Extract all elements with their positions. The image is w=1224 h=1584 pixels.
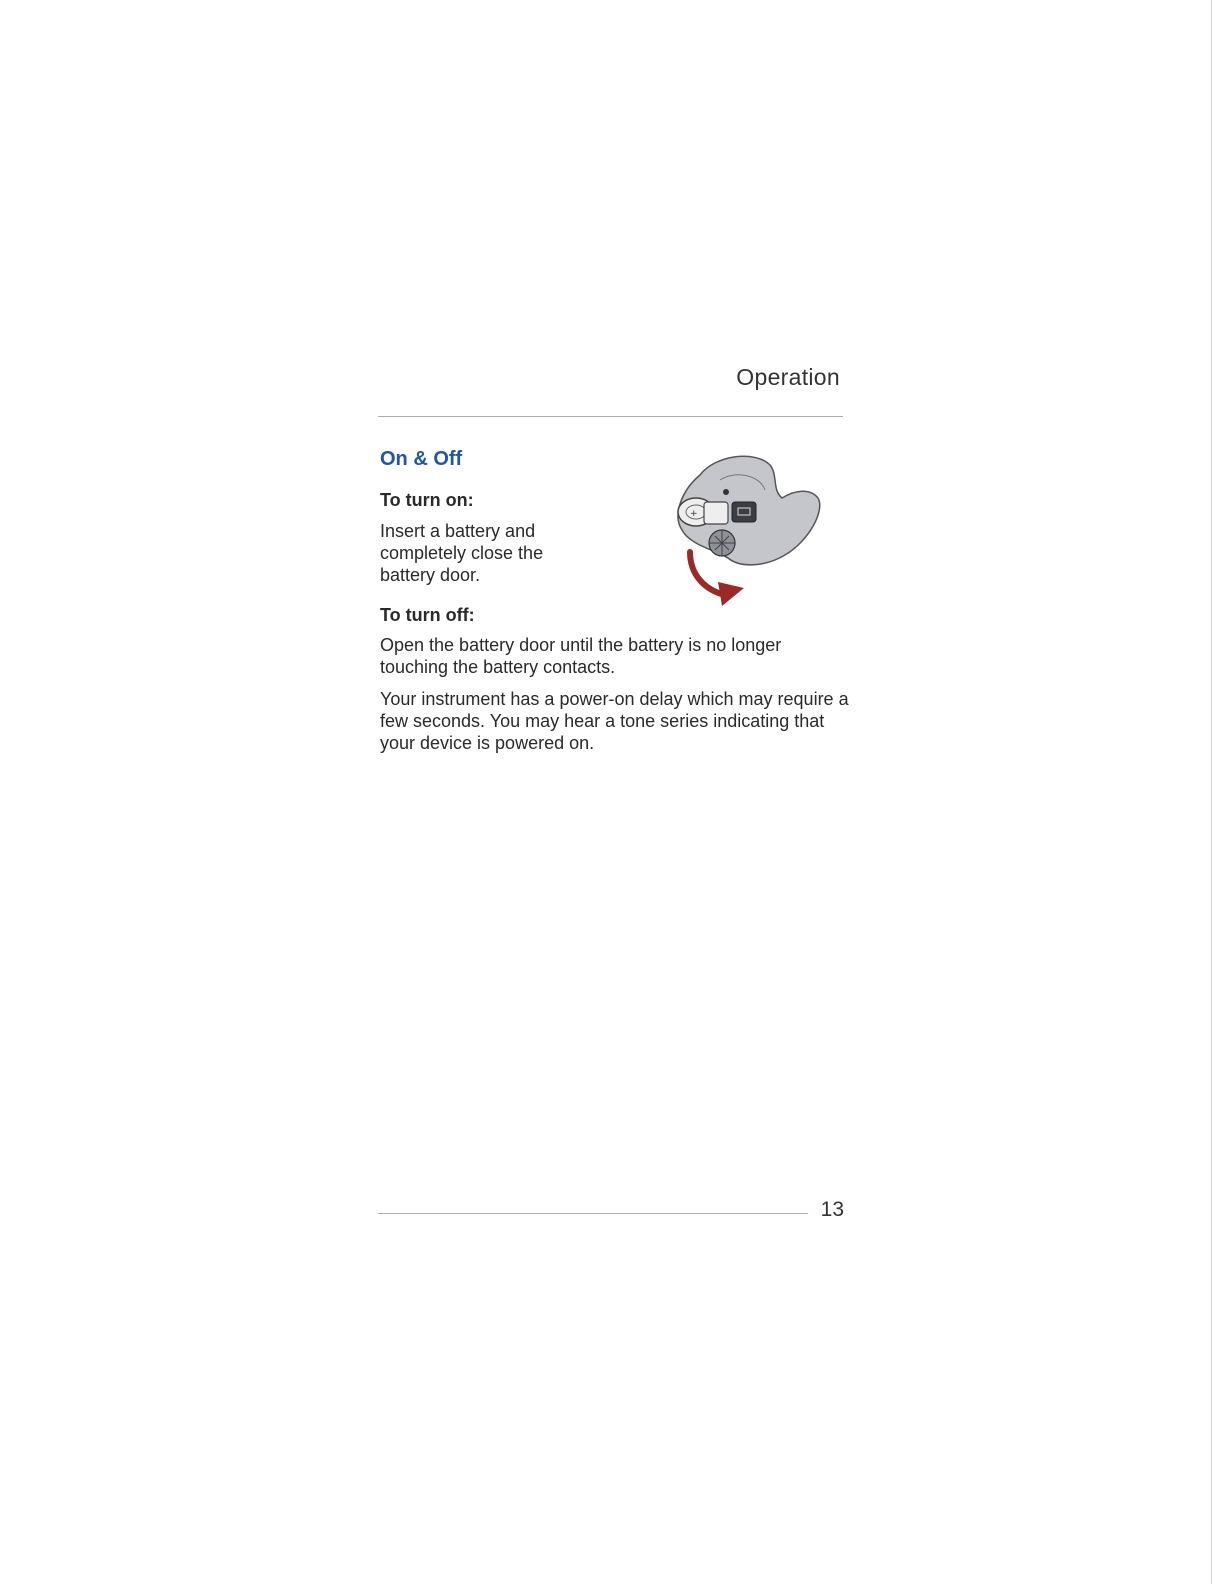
subsection-title: On & Off xyxy=(380,448,463,470)
header-rule xyxy=(378,416,843,417)
turn-on-heading: To turn on: xyxy=(380,490,474,510)
page-edge xyxy=(1211,0,1212,1584)
turn-on-text: Insert a battery and completely close the battery door. xyxy=(380,521,544,585)
power-on-delay-note: Your instrument has a power-on delay which may require a few seconds. You may hear a tone series indicating that your device is powered on. xyxy=(380,689,849,753)
svg-text:+: + xyxy=(690,509,698,519)
page-number: 13 xyxy=(820,1198,844,1221)
hearing-aid-battery-door-icon xyxy=(660,450,840,615)
turn-off-heading: To turn off: xyxy=(380,605,475,625)
turn-off-text: Open the battery door until the battery is no longer touching the battery contacts. xyxy=(380,635,782,677)
section-title: Operation xyxy=(736,364,840,390)
footer-rule xyxy=(378,1213,808,1214)
